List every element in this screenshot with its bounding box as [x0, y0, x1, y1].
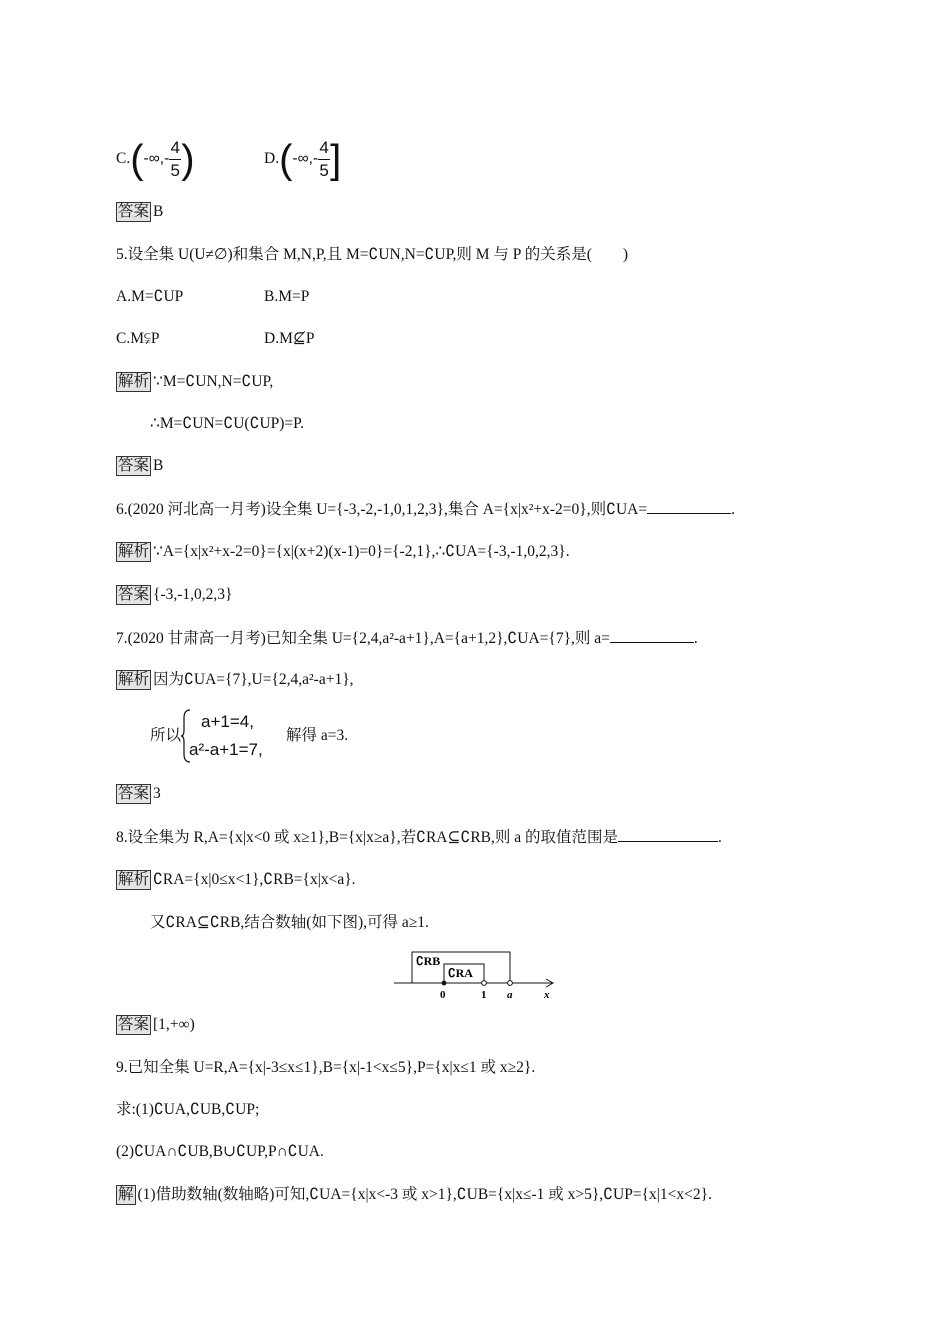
- answer-blank: [647, 499, 731, 514]
- q5-analysis-step: ∴M=∁UN=∁U(∁UP)=P.: [150, 415, 304, 432]
- q4-option-c: C.(-∞,- $\frac{4}{5}$ ): [116, 137, 195, 182]
- q9-solution: 解 (1)借助数轴(数轴略)可知,∁UA={x|x<-3 或 x>1},∁UB={x|x≤-1 或 x>5},∁UP={x|1<x<2}.: [118, 1186, 712, 1203]
- q8-analysis: 解析 ∁RA={x|0≤x<1},∁RB={x|x<a}.: [118, 871, 356, 888]
- axis-label-x: x: [544, 989, 550, 1001]
- analysis-tag: 解析: [118, 871, 150, 888]
- open-point-a: [508, 981, 513, 986]
- q5-option-c: C.M⫋P: [116, 330, 160, 347]
- q6-question: 6.(2020 河北高一月考)设全集 U={-3,-2,-1,0,1,2,3},集合 A={x|x²+x-2=0},则∁UA= .: [116, 501, 735, 518]
- q8-answer: 答案 [1,+∞): [118, 1016, 195, 1033]
- q9-question: 9.已知全集 U=R,A={x|-3≤x≤1},B={x|-1<x≤5},P={x|x≤1 或 x≥2}.: [116, 1059, 536, 1076]
- q9-ask-2: (2)∁UA∩∁UB,B∪∁UP,P∩∁UA.: [116, 1143, 324, 1160]
- q4-answer: 答案 B: [118, 203, 164, 220]
- equation-1: a+1=4,: [201, 712, 254, 731]
- solution-tag: 解: [118, 1186, 134, 1203]
- closed-point-0: [442, 981, 447, 986]
- answer-blank: [610, 628, 694, 643]
- fraction: $\frac{4}{5}$: [319, 138, 329, 180]
- tick-label-0: 0: [440, 989, 446, 1001]
- option-label: D.: [264, 150, 280, 168]
- equation-2: a²-a+1=7,: [189, 740, 263, 759]
- q8-question: 8.设全集为 R,A={x|x<0 或 x≥1},B={x|x≥a},若∁RA⊆∁RB,则 a 的取值范围是 .: [116, 829, 722, 846]
- q7-so: 所以: [150, 727, 182, 744]
- q5-option-a: A.M=∁UP: [116, 288, 184, 305]
- q6-answer: 答案 {-3,-1,0,2,3}: [118, 586, 233, 603]
- analysis-tag: 解析: [118, 671, 150, 688]
- q4-option-d: D.(-∞,- $\frac{4}{5}$ ]: [264, 137, 342, 182]
- q5-answer: 答案 B: [118, 457, 164, 474]
- answer-tag: 答案: [118, 785, 150, 802]
- analysis-tag: 解析: [118, 543, 150, 560]
- answer-tag: 答案: [118, 203, 150, 220]
- q6-analysis: 解析 ∵A={x|x²+x-2=0}={x|(x+2)(x-1)=0}={-2,1},∴∁UA={-3,-1,0,2,3}.: [118, 543, 570, 560]
- analysis-tag: 解析: [118, 373, 150, 390]
- option-label: C.: [116, 150, 131, 168]
- open-point-1: [482, 981, 487, 986]
- q7-question: 7.(2020 甘肃高一月考)已知全集 U={2,4,a²-a+1},A={a+1,2},∁UA={7},则 a= .: [116, 630, 698, 647]
- q5-option-d: D.M⊈P: [264, 330, 315, 347]
- answer-blank: [618, 827, 718, 842]
- q5-analysis: 解析 ∵M=∁UN,N=∁UP,: [118, 373, 274, 390]
- q8-analysis-step: 又∁RA⊆∁RB,结合数轴(如下图),可得 a≥1.: [150, 914, 429, 931]
- q7-answer: 答案 3: [118, 785, 161, 802]
- tick-label-1: 1: [481, 989, 487, 1001]
- q7-analysis: 解析 因为∁UA={7},U={2,4,a²-a+1},: [118, 671, 354, 688]
- q5-option-b: B.M=P: [264, 288, 310, 305]
- tick-label-a: a: [507, 989, 513, 1001]
- label-complement-b: ∁RB: [416, 954, 441, 968]
- q7-result: 解得 a=3.: [286, 727, 349, 744]
- answer-tag: 答案: [118, 457, 150, 474]
- answer-tag: 答案: [118, 586, 150, 603]
- q5-question: 5.设全集 U(U≠∅)和集合 M,N,P,且 M=∁UN,N=∁UP,则 M 与 P 的关系是( ): [116, 246, 629, 263]
- label-complement-a: ∁RA: [448, 966, 473, 980]
- answer-tag: 答案: [118, 1016, 150, 1033]
- number-line-figure: [392, 948, 562, 1002]
- q9-ask-1: 求:(1)∁UA,∁UB,∁UP;: [116, 1101, 260, 1118]
- fraction: $\frac{4}{5}$: [170, 138, 180, 180]
